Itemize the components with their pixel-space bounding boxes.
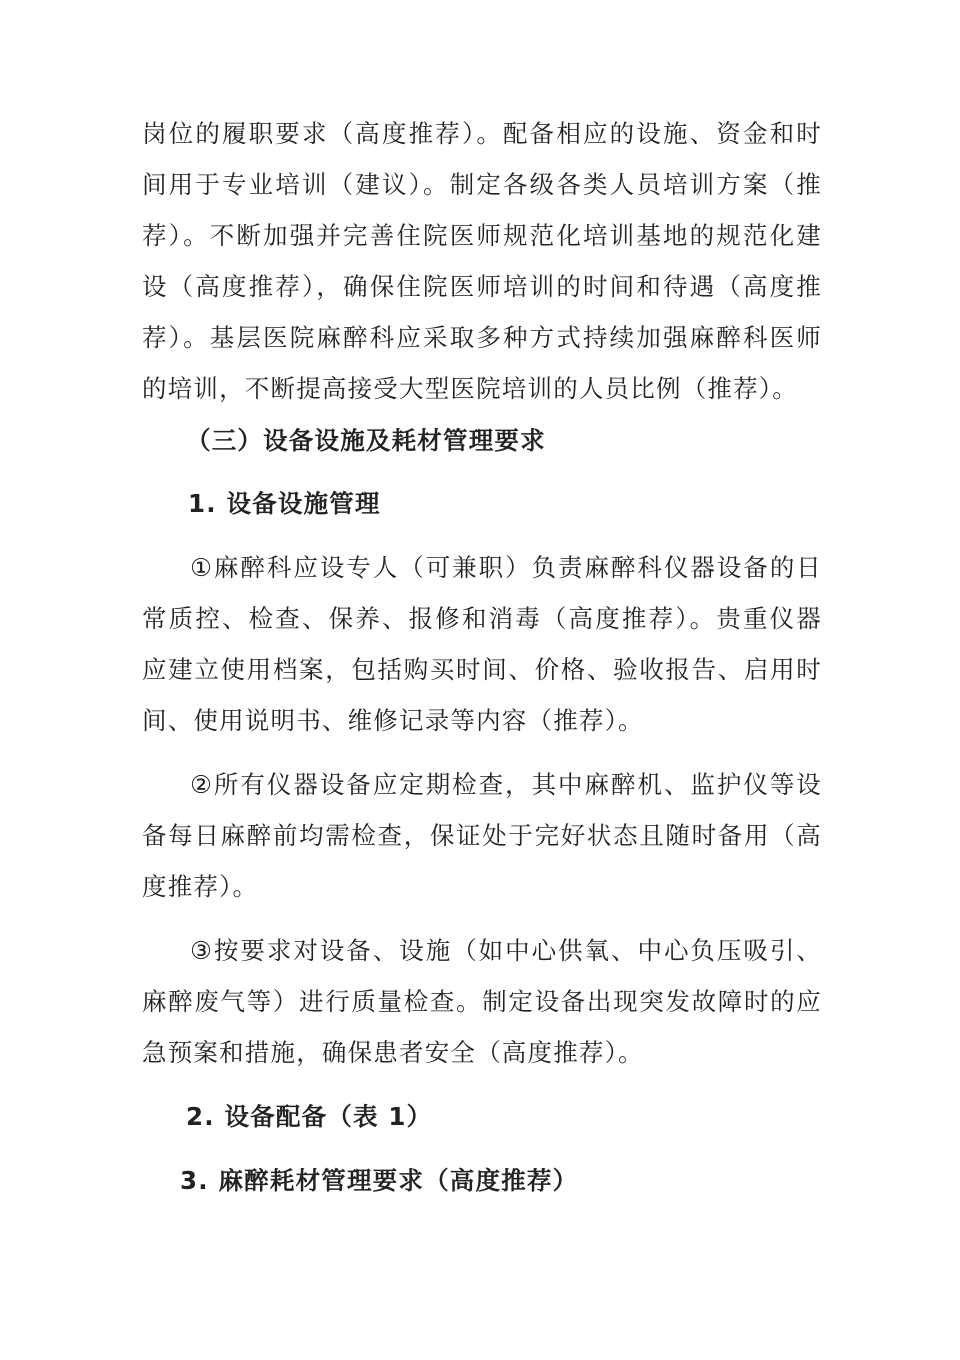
body-text-line: 荐）。不断加强并完善住院医师规范化培训基地的规范化建 [142, 221, 822, 250]
body-text-line: ②所有仪器设备应定期检查，其中麻醉机、监护仪等设 [190, 770, 822, 799]
subsection-heading: 1. 设备设施管理 [188, 489, 381, 518]
body-text-line: 常质控、检查、保养、报修和消毒（高度推荐）。贵重仪器 [142, 604, 822, 633]
body-text-line: 岗位的履职要求（高度推荐）。配备相应的设施、资金和时 [142, 119, 822, 148]
subsection-heading: 3. 麻醉耗材管理要求（高度推荐） [180, 1166, 579, 1195]
subsection-heading: 2. 设备配备（表 1） [186, 1102, 433, 1131]
body-text-line: 间、使用说明书、维修记录等内容（推荐）。 [142, 706, 644, 735]
body-text-line: 的培训，不断提高接受大型医院培训的人员比例（推荐）。 [142, 374, 798, 403]
body-text-line: 间用于专业培训（建议）。制定各级各类人员培训方案（推 [142, 170, 822, 199]
body-text-line: 急预案和措施，确保患者安全（高度推荐）。 [142, 1038, 644, 1067]
body-text-line: 应建立使用档案，包括购买时间、价格、验收报告、启用时 [142, 655, 822, 684]
body-text-line: 荐）。基层医院麻醉科应采取多种方式持续加强麻醉科医师 [142, 323, 822, 352]
body-text-line: ③按要求对设备、设施（如中心供氧、中心负压吸引、 [190, 936, 822, 965]
body-text-line: 麻醉废气等）进行质量检查。制定设备出现突发故障时的应 [142, 987, 822, 1016]
body-text-line: ①麻醉科应设专人（可兼职）负责麻醉科仪器设备的日 [190, 553, 822, 582]
body-text-line: 度推荐）。 [142, 872, 259, 901]
body-text-line: 备每日麻醉前均需检查，保证处于完好状态且随时备用（高 [142, 821, 822, 850]
body-text-line: 设（高度推荐），确保住院医师培训的时间和待遇（高度推 [142, 272, 822, 301]
section-heading: （三）设备设施及耗材管理要求 [186, 426, 546, 455]
